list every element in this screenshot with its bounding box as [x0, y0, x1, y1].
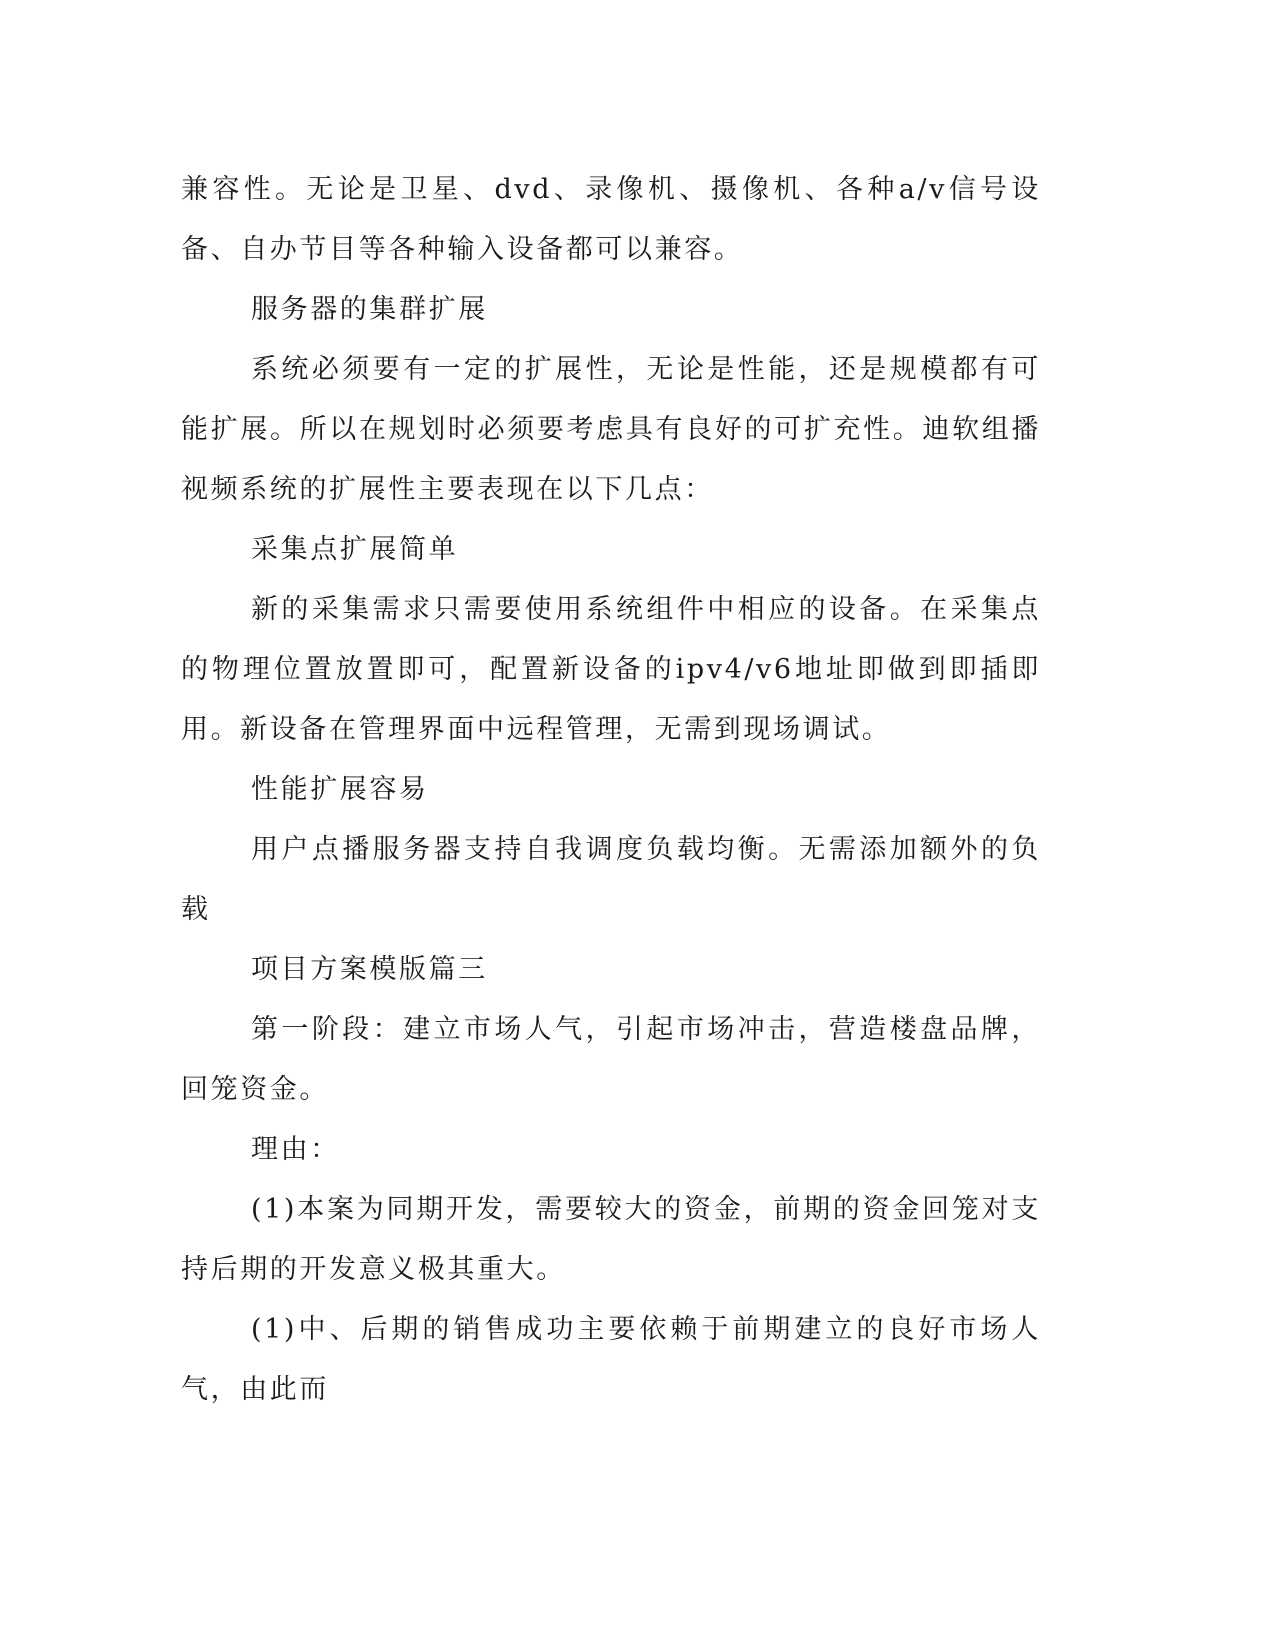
heading-project-plan-part-three: 项目方案模版篇三 — [251, 954, 488, 985]
paragraph-reason-one: (1)本案为同期开发，需要较大的资金，前期的资金回笼对支持后期的开发意义极其重大。 — [181, 1194, 1041, 1285]
heading-server-cluster-expansion: 服务器的集群扩展 — [251, 294, 488, 325]
paragraph-load-balancing: 用户点播服务器支持自我调度负载均衡。无需添加额外的负载 — [181, 834, 1041, 925]
paragraph-compatibility: 兼容性。无论是卫星、dvd、录像机、摄像机、各种a/v信号设备、自办节目等各种输入设备都可以兼容。 — [181, 174, 1041, 265]
heading-reasons: 理由： — [251, 1134, 340, 1165]
paragraph-phase-one: 第一阶段：建立市场人气，引起市场冲击，营造楼盘品牌，回笼资金。 — [181, 1014, 1041, 1105]
document-body — [181, 160, 1041, 1420]
paragraph-reason-two: (1)中、后期的销售成功主要依赖于前期建立的良好市场人气，由此而 — [181, 1314, 1041, 1405]
heading-capture-point-expansion: 采集点扩展简单 — [251, 534, 459, 565]
heading-performance-expansion: 性能扩展容易 — [251, 774, 429, 805]
paragraph-system-scalability: 系统必须要有一定的扩展性，无论是性能，还是规模都有可能扩展。所以在规划时必须要考虑具有良好的可扩充性。迪软组播视频系统的扩展性主要表现在以下几点： — [181, 354, 1041, 505]
paragraph-new-capture-needs: 新的采集需求只需要使用系统组件中相应的设备。在采集点的物理位置放置即可，配置新设备的ipv4/v6地址即做到即插即用。新设备在管理界面中远程管理，无需到现场调试。 — [181, 594, 1041, 745]
